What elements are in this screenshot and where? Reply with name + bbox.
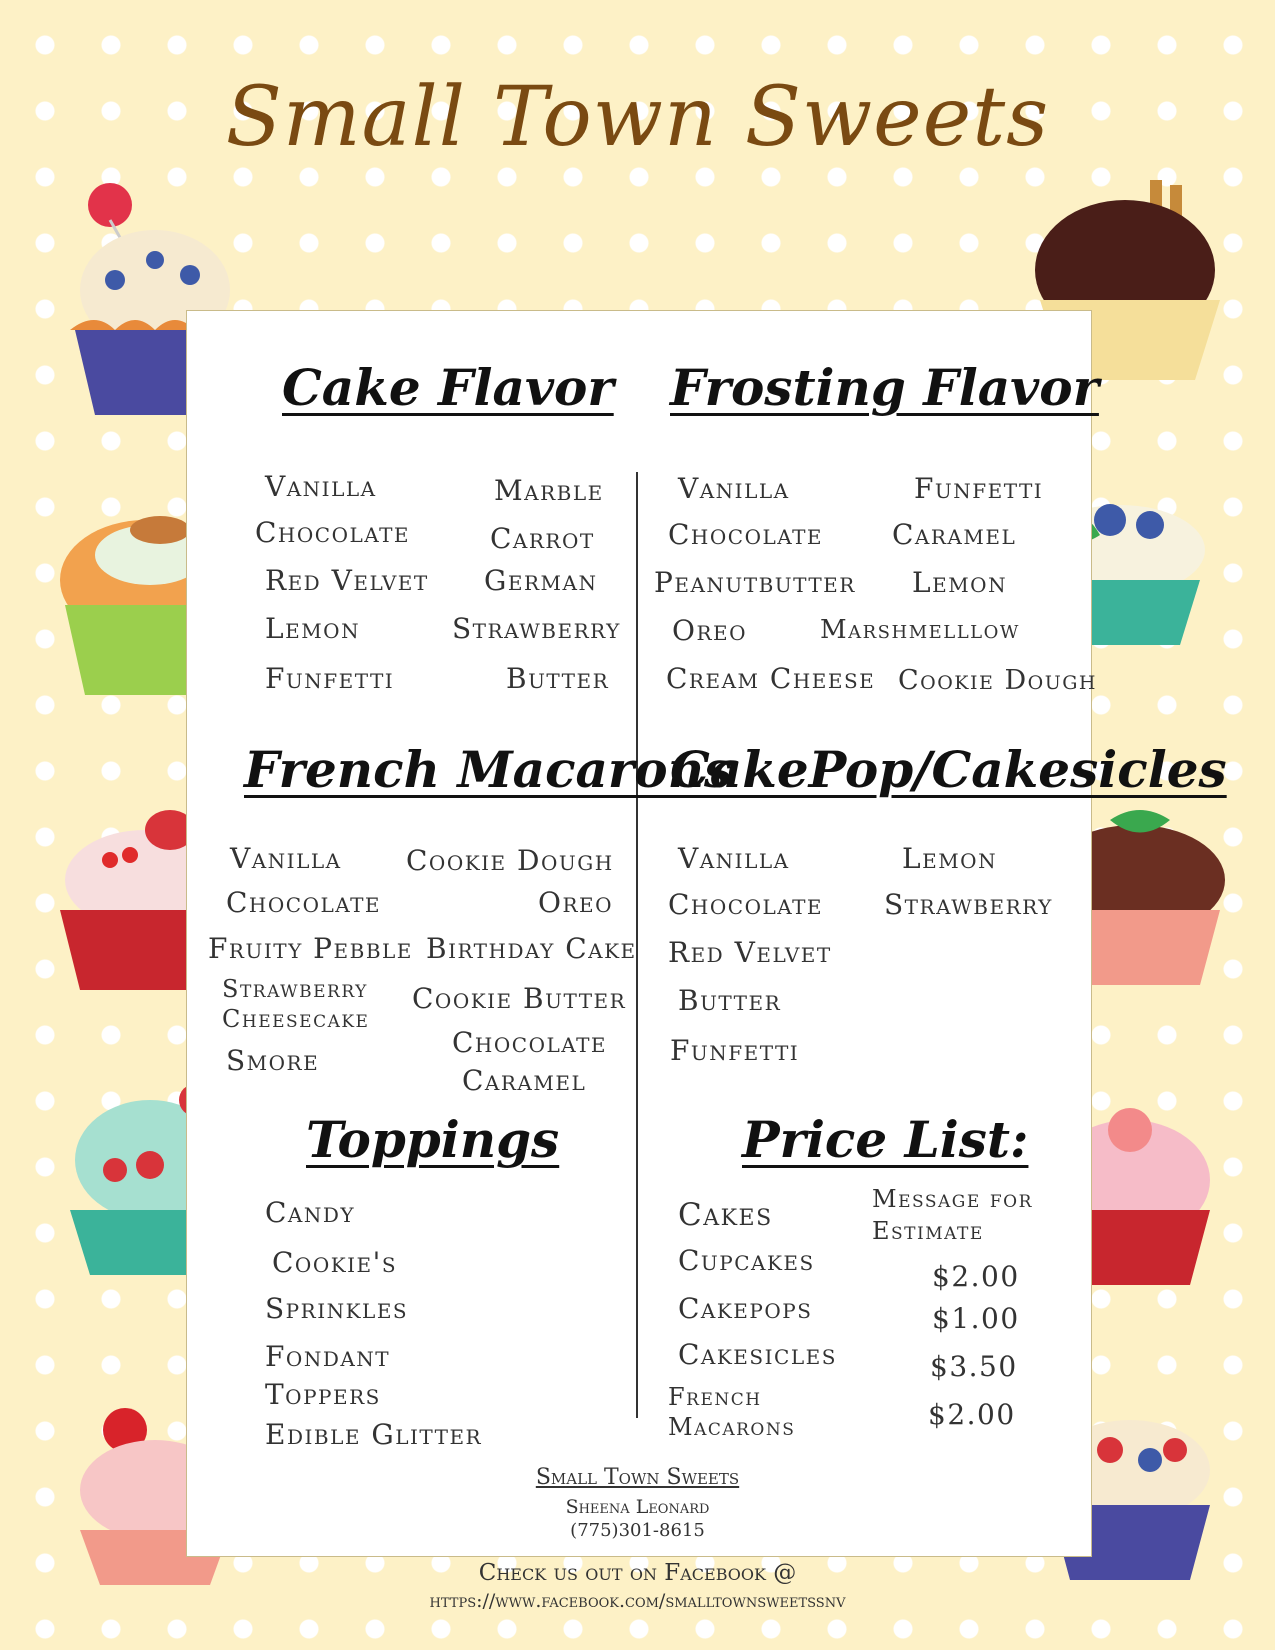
macaron-item: Smore	[226, 1044, 320, 1077]
price-item-name: Cakes	[678, 1197, 773, 1233]
footer-facebook-line: Check us out on Facebook @	[478, 1560, 797, 1586]
footer-owner-name: Sheena Leonard	[565, 1496, 710, 1518]
page-title: Small Town Sweets	[225, 70, 1050, 165]
cakepop-item: Lemon	[902, 842, 998, 875]
cakepop-item: Funfetti	[670, 1034, 800, 1067]
frosting-flavor-item: Marshmelllow	[820, 615, 1020, 645]
cake-flavor-heading: Cake Flavor	[282, 358, 614, 417]
topping-item: Sprinkles	[265, 1292, 409, 1325]
toppings-heading: Toppings	[306, 1110, 560, 1169]
topping-item: Candy	[265, 1196, 356, 1229]
cakepop-item: Red Velvet	[668, 936, 832, 969]
frosting-flavor-item: Lemon	[912, 566, 1008, 599]
price-item-name: Cupcakes	[678, 1244, 815, 1277]
macaron-item: Caramel	[462, 1064, 587, 1097]
price-item-name: Cakesicles	[678, 1338, 837, 1371]
footer-phone: (775)301-8615	[570, 1520, 705, 1541]
topping-item: Edible Glitter	[265, 1418, 483, 1451]
macaron-item: Cheesecake	[222, 1005, 370, 1033]
cakepop-item: Butter	[678, 984, 782, 1017]
price-list-heading: Price List:	[742, 1110, 1029, 1169]
topping-item: Toppers	[265, 1378, 381, 1411]
macaron-item: Cookie Butter	[412, 982, 627, 1015]
frosting-flavor-item: Funfetti	[914, 472, 1044, 505]
macaron-item: Strawberry	[222, 975, 368, 1003]
macaron-item: Chocolate	[452, 1026, 608, 1059]
frosting-flavor-item: Oreo	[672, 614, 748, 647]
frosting-flavor-item: Caramel	[892, 518, 1017, 551]
cake-flavor-item: Carrot	[490, 522, 595, 555]
cake-flavor-item: Marble	[494, 474, 604, 507]
cake-flavor-item: Funfetti	[265, 662, 395, 695]
cakepop-item: Vanilla	[678, 842, 790, 875]
cake-flavor-item: Butter	[506, 662, 610, 695]
cake-flavor-item: Strawberry	[452, 612, 621, 645]
macaron-item: Cookie Dough	[406, 844, 614, 877]
price-item-name: Macarons	[668, 1413, 796, 1441]
macaron-item: Chocolate	[226, 886, 382, 919]
cakepops-heading: CakePop/Cakesicles	[670, 740, 1227, 799]
french-macarons-heading: French Macarons	[244, 740, 733, 799]
frosting-flavor-item: Cream Cheese	[666, 662, 876, 695]
frosting-flavor-item: Vanilla	[678, 472, 790, 505]
price-value: $3.50	[930, 1350, 1018, 1383]
price-value: $1.00	[932, 1302, 1020, 1335]
macaron-item: Oreo	[538, 886, 614, 919]
cake-flavor-item: German	[484, 564, 598, 597]
cakepop-item: Chocolate	[668, 888, 824, 921]
cake-flavor-item: Red Velvet	[265, 564, 429, 597]
price-value: $2.00	[928, 1398, 1016, 1431]
price-value: Estimate	[872, 1217, 984, 1245]
frosting-flavor-item: Peanutbutter	[654, 566, 856, 599]
frosting-flavor-item: Cookie Dough	[898, 665, 1097, 696]
frosting-flavor-heading: Frosting Flavor	[670, 358, 1099, 417]
macaron-item: Vanilla	[230, 842, 342, 875]
topping-item: Fondant	[265, 1340, 391, 1373]
frosting-flavor-item: Chocolate	[668, 518, 824, 551]
macaron-item: Fruity Pebble	[208, 932, 413, 965]
cake-flavor-item: Vanilla	[265, 470, 377, 503]
topping-item: Cookie's	[272, 1246, 398, 1279]
cakepop-item: Strawberry	[884, 888, 1053, 921]
price-item-name: Cakepops	[678, 1292, 813, 1325]
footer-facebook-url[interactable]: https://www.facebook.com/smalltownsweetssnv	[429, 1590, 846, 1612]
price-item-name: French	[668, 1383, 762, 1411]
cake-flavor-item: Chocolate	[255, 516, 411, 549]
footer-business-name: Small Town Sweets	[535, 1465, 740, 1490]
price-value: $2.00	[932, 1260, 1020, 1293]
price-value: Message for	[872, 1185, 1033, 1213]
cake-flavor-item: Lemon	[265, 612, 361, 645]
macaron-item: Birthday Cake	[426, 932, 637, 965]
